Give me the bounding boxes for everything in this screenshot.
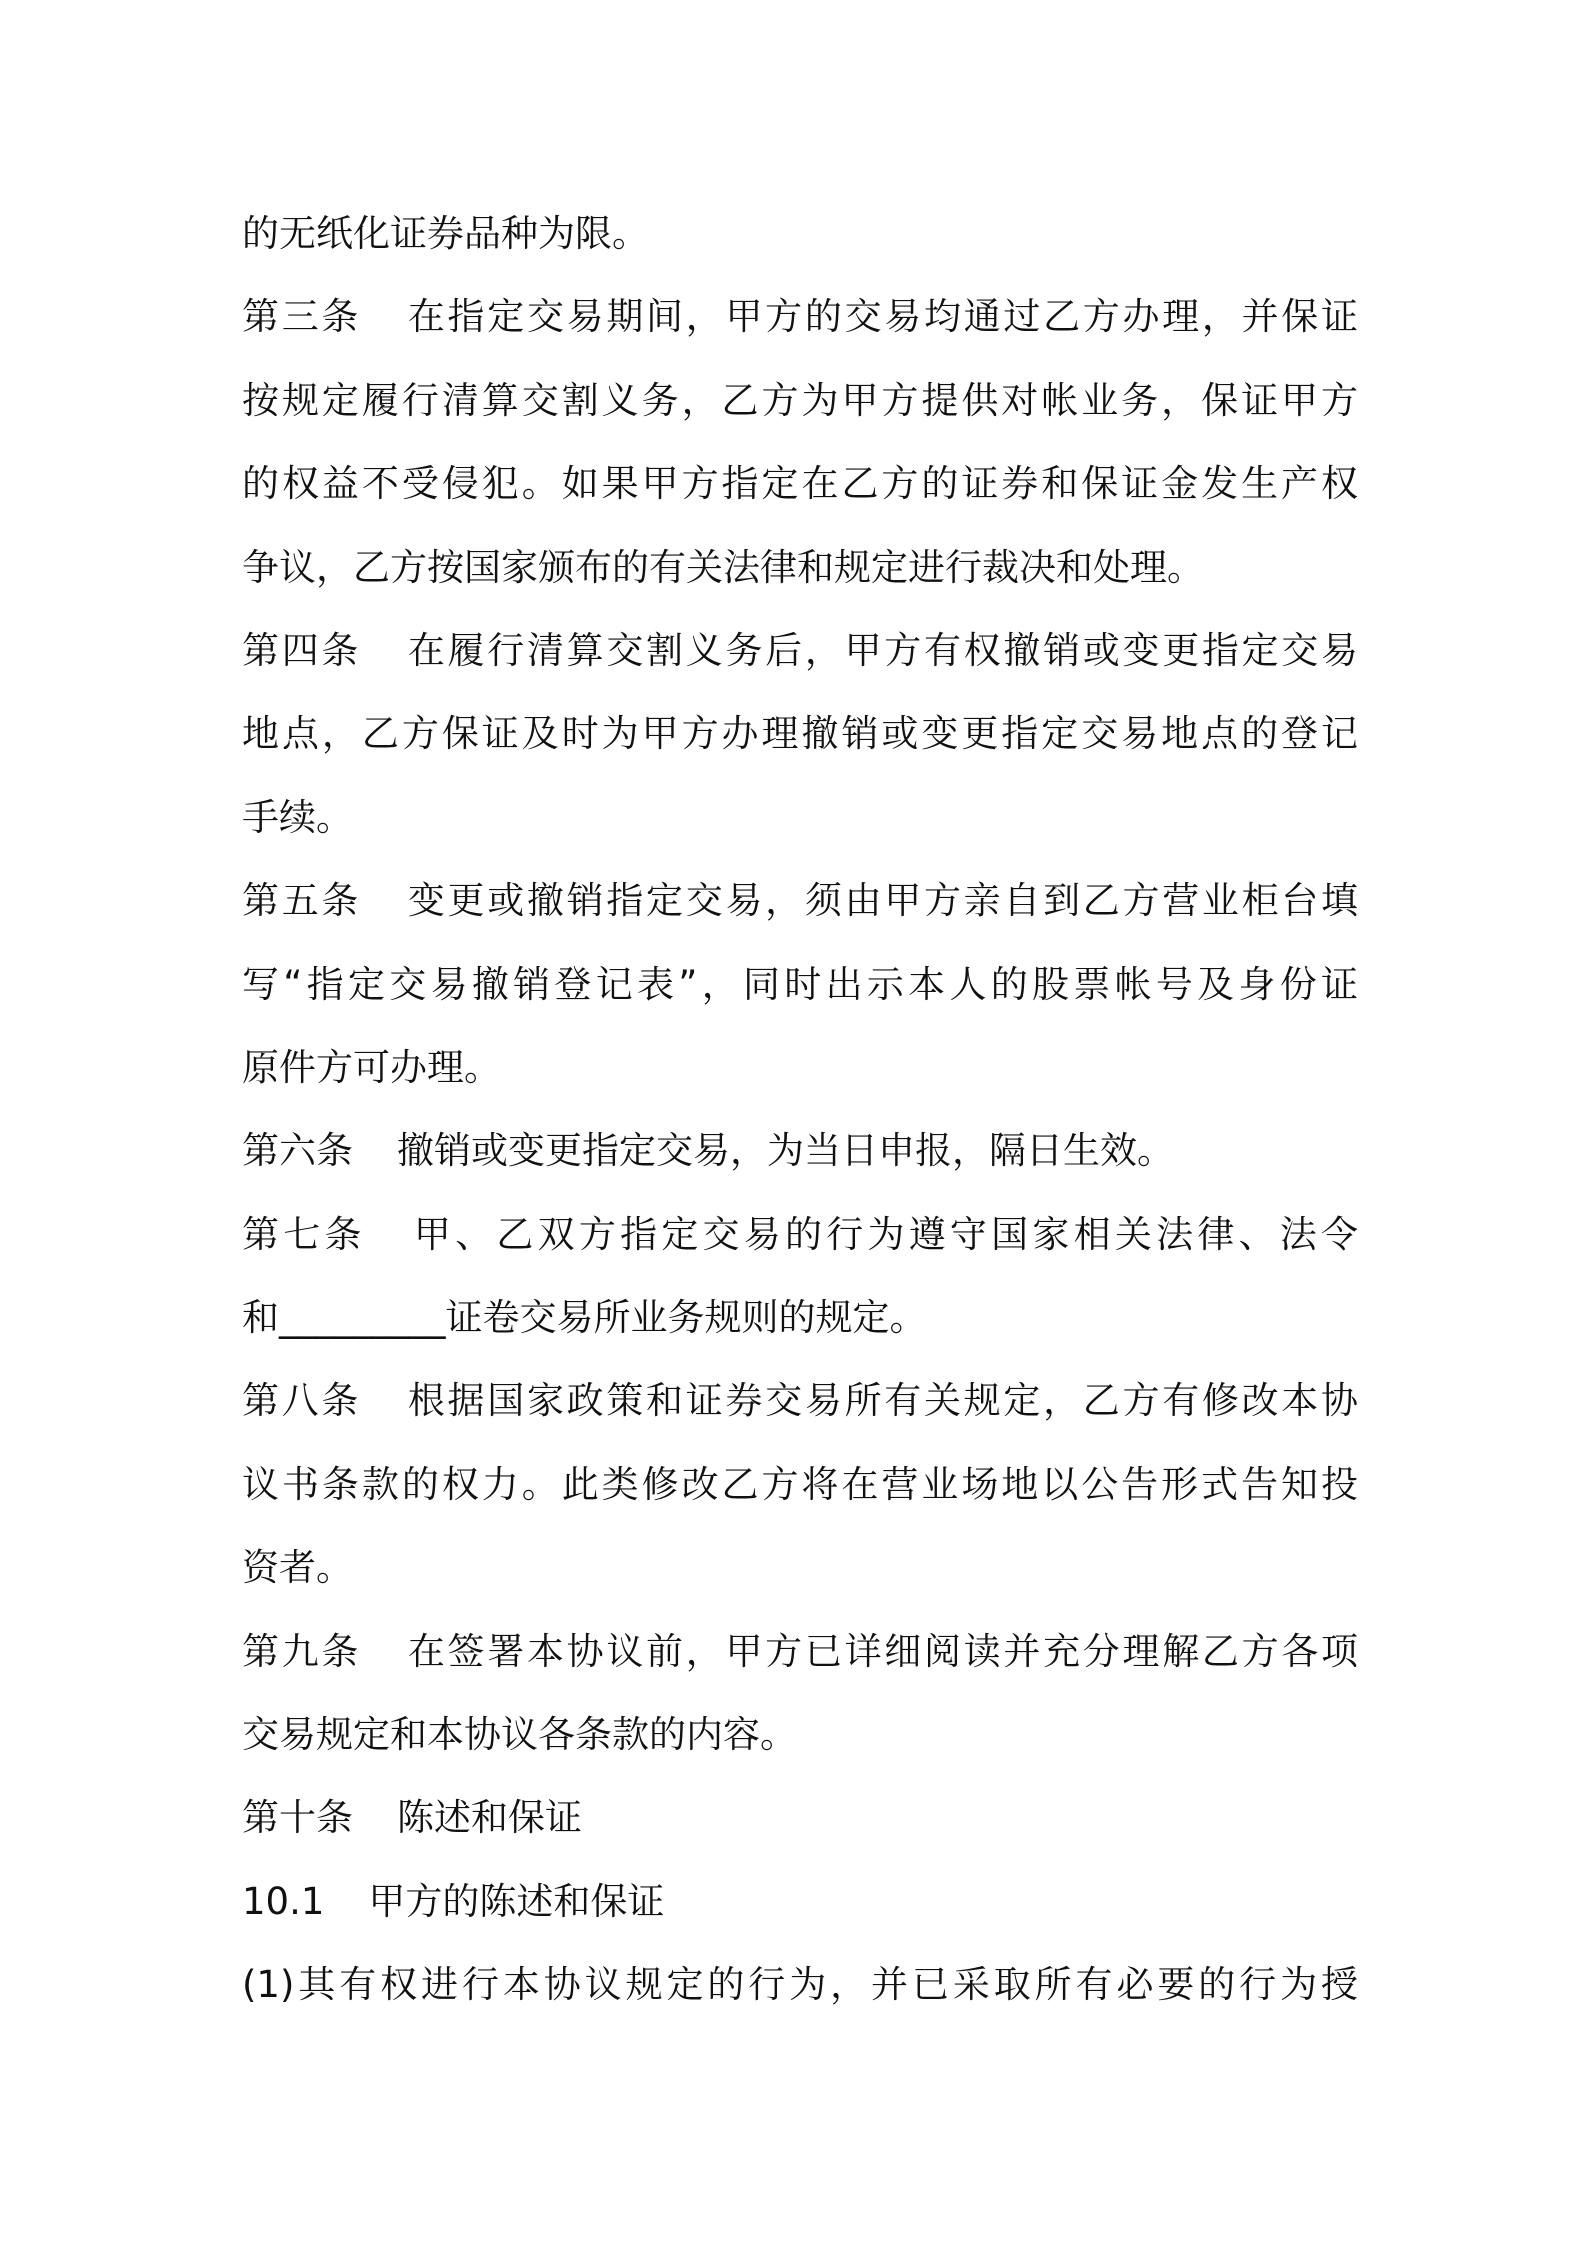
article-label: 第九条 [242, 1629, 362, 1673]
line-text: 写“指定交易撤销登记表”，同时出示本人的股票帐号及身份证 [242, 962, 1358, 1006]
text-line [242, 1610, 1358, 1693]
paragraph-art-8 [242, 1359, 1358, 1609]
line-text: 的无纸化证券品种为限。 [242, 212, 649, 255]
line-text: 在履行清算交割义务后，甲方有权撤销或变更指定交易 [405, 628, 1359, 672]
text-line [242, 943, 1358, 1026]
line-text: 手续。 [242, 795, 353, 839]
text-line [242, 1776, 1358, 1859]
line-text: 甲方的陈述和保证 [368, 1879, 665, 1923]
text-line [242, 442, 1358, 525]
line-text: 资者。 [242, 1546, 353, 1590]
line-text: 甲、乙双方指定交易的行为遵守国家相关法律、法令 [409, 1212, 1359, 1256]
paragraph-art-3 [242, 275, 1358, 609]
paragraph-tail-2 [242, 192, 1358, 275]
text-line [242, 776, 1358, 859]
document-page [242, 192, 1358, 2027]
line-text: 的权益不受侵犯。如果甲方指定在乙方的证券和保证金发生产权 [242, 462, 1358, 506]
paragraph-art-6 [242, 1109, 1358, 1192]
paragraph-art-7 [242, 1193, 1358, 1360]
article-label: 第六条 [242, 1129, 353, 1173]
line-text: 议书条款的权力。此类修改乙方将在营业场地以公告形式告知投 [242, 1462, 1358, 1506]
text-line [242, 1443, 1358, 1526]
article-label: 第八条 [242, 1379, 362, 1423]
paragraph-sec-10-1 [242, 1860, 1358, 1943]
article-label: 第三条 [242, 295, 362, 339]
text-line [242, 1693, 1358, 1776]
article-label: 第七条 [242, 1212, 366, 1256]
text-line [242, 1109, 1358, 1192]
text-line [242, 1860, 1358, 1943]
paragraph-art-5 [242, 859, 1358, 1109]
text-line [242, 692, 1358, 775]
paragraph-art-4 [242, 609, 1358, 859]
text-line [242, 859, 1358, 942]
text-line [242, 1943, 1358, 2026]
line-text: 争议，乙方按国家颁布的有关法律和规定进行裁决和处理。 [242, 545, 1204, 589]
line-text: 陈述和保证 [397, 1796, 582, 1840]
paragraph-art-10 [242, 1776, 1358, 1859]
line-text: 按规定履行清算交割义务，乙方为甲方提供对帐业务，保证甲方 [242, 378, 1358, 422]
line-text: 根据国家政策和证券交易所有关规定，乙方有修改本协 [405, 1379, 1359, 1423]
line-text: 地点，乙方保证及时为甲方办理撤销或变更指定交易地点的登记 [242, 712, 1358, 756]
article-label: 第四条 [242, 628, 362, 672]
text-line [242, 1193, 1358, 1276]
line-text: 原件方可办理。 [242, 1045, 501, 1089]
text-line [242, 1026, 1358, 1109]
text-line [242, 526, 1358, 609]
line-text: 撤销或变更指定交易，为当日申报，隔日生效。 [397, 1129, 1174, 1173]
line-text: 变更或撤销指定交易，须由甲方亲自到乙方营业柜台填 [405, 879, 1359, 923]
line-text: 在签署本协议前，甲方已详细阅读并充分理解乙方各项 [405, 1629, 1359, 1673]
text-line [242, 192, 1358, 275]
paragraph-item-1 [242, 1943, 1358, 2026]
text-line [242, 359, 1358, 442]
article-label: 10.1 [242, 1879, 325, 1923]
paragraph-art-9 [242, 1610, 1358, 1777]
line-text: 在指定交易期间，甲方的交易均通过乙方办理，并保证 [405, 295, 1359, 339]
text-line [242, 275, 1358, 358]
text-line [242, 609, 1358, 692]
text-line [242, 1276, 1358, 1359]
article-label: 第五条 [242, 879, 362, 923]
line-text: 交易规定和本协议各条款的内容。 [242, 1713, 797, 1757]
text-line [242, 1526, 1358, 1609]
line-text: (1)其有权进行本协议规定的行为，并已采取所有必要的行为授 [242, 1963, 1358, 2007]
line-text: 和_________证卷交易所业务规则的规定。 [242, 1296, 927, 1340]
article-label: 第十条 [242, 1796, 353, 1840]
text-line [242, 1359, 1358, 1442]
